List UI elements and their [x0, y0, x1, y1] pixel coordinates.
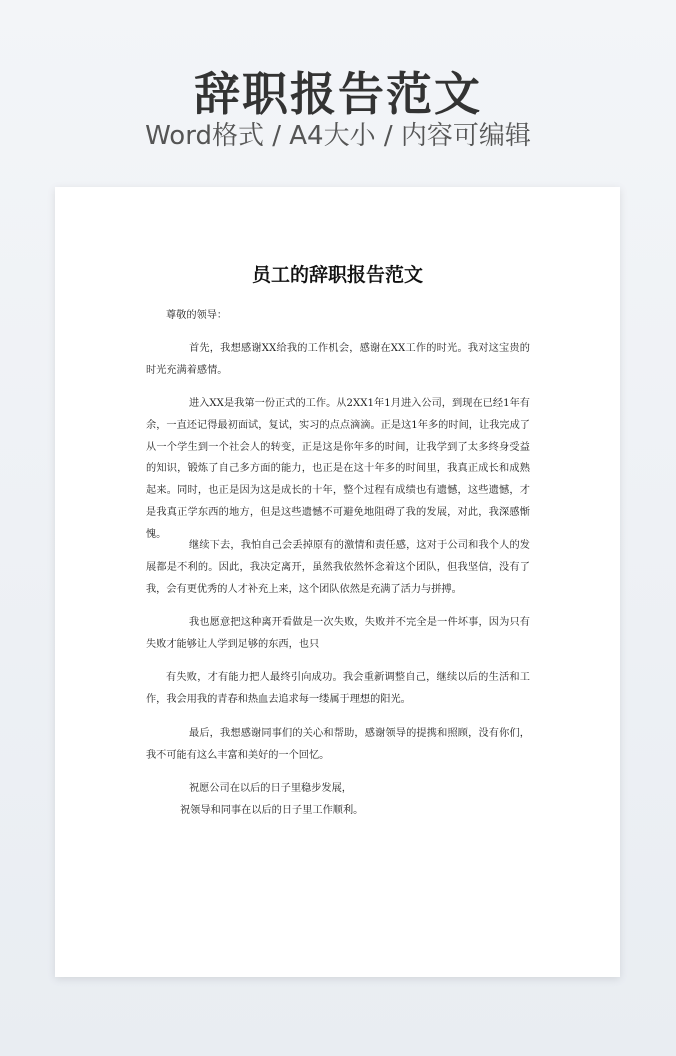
salutation: 尊敬的领导： [166, 310, 228, 321]
closing-line: 祝愿公司在以后的日子里稳步发展， [189, 783, 352, 794]
paragraph: 进入XX是我第一份正式的工作。从2XX1年1月进入公司，到现在已经1年有余，一直还记得最初面试，复试，实习的点点滴滴。正是这1年多的时间，让我完成了从一个学生到一个社会人的转变，正是这是你年多的时间，让我学到了太多终身受益的知识，锻炼了自己多方面的能力，也正是在这十年多的时间里，我真正成长和成熟起来。同时，也正是因为这是成长的十年，整个过程有成绩也有遗憾，这些遗憾，才是我真正学东西的地方，但是这些遗憾不可避免地阻碍了我的发展，对此，我深感惭愧。 [146, 398, 530, 540]
banner [0, 0, 676, 180]
closing-line: 祝领导和同事在以后的日子里工作顺利。 [180, 805, 364, 816]
paragraph: 我也愿意把这种离开看做是一次失败，失败并不完全是一件坏事，因为只有失败才能够让人学到足够的东西，也只 [146, 617, 530, 650]
document-title: 员工的辞职报告范文 [251, 264, 423, 286]
paragraph: 最后，我想感谢同事们的关心和帮助，感谢领导的提携和照顾，没有你们，我不可能有这么丰富和美好的一个回忆。 [146, 728, 530, 761]
banner-subtitle: Word格式 / A4大小 / 内容可编辑 [145, 121, 531, 151]
document-page [55, 187, 620, 977]
paragraph: 有失败，才有能力把人最终引向成功。我会重新调整自己，继续以后的生活和工作，我会用我的青春和热血去追求每一缕属于理想的阳光。 [146, 672, 530, 705]
paragraph: 继续下去，我怕自己会丢掉原有的激情和责任感，这对于公司和我个人的发展都是不利的。因此，我决定离开，虽然我依然怀念着这个团队，但我坚信，没有了我，会有更优秀的人才补充上来，这个团队依然是充满了活力与拼搏。 [146, 540, 530, 595]
banner-title: 辞职报告范文 [194, 67, 482, 121]
paragraph: 首先，我想感谢XX给我的工作机会，感谢在XX工作的时光。我对这宝贵的时光充满着感情。 [146, 343, 530, 376]
